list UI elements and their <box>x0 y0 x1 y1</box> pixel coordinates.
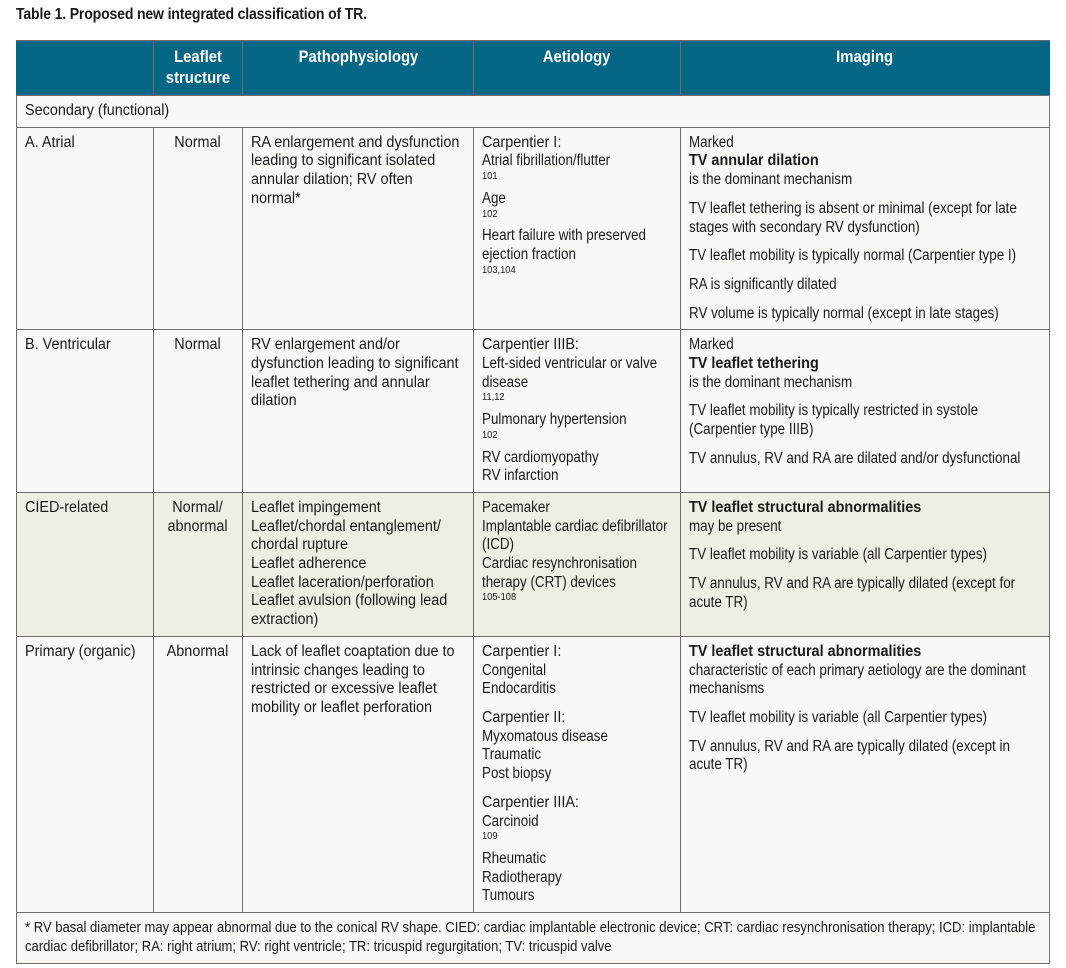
pathophysiology-text: RA enlargement and dysfunction leading to significant isolated annular dilation; RV often normal* <box>251 133 460 207</box>
imaging-finding: TV leaflet mobility is variable (all Carpentier types) <box>689 708 988 726</box>
cell-type: CIED-related <box>17 492 154 636</box>
header-aetiology: Aetiology <box>474 41 681 96</box>
aetiology-item: Radiotherapy <box>482 868 562 886</box>
cell-imaging <box>681 636 1050 912</box>
pathophysiology-text: Lack of leaflet coaptation due to intrinsic changes leading to restricted or excessive leaflet mobility or leaflet perforation <box>251 642 455 716</box>
aetiology-item: Implantable cardiac defibrillator (ICD) <box>482 517 668 554</box>
cell-type: Primary (organic) <box>17 636 154 912</box>
aetiology-item: Myxomatous disease <box>482 727 608 745</box>
header-type <box>17 41 154 96</box>
cell-aetiology <box>474 636 681 912</box>
aetiology-item: Post biopsy <box>482 765 552 783</box>
aetiology-item: Endocarditis <box>482 680 556 698</box>
aetiology-item: Pulmonary hypertension $^{102}$ <box>482 411 627 441</box>
reference-superscript: 101 <box>482 171 498 183</box>
aetiology-item: Age $^{102}$ <box>482 189 506 220</box>
table-title: Table 1. Proposed new integrated classification of TR. <box>16 6 367 23</box>
imaging-key-finding: TV annular dilation <box>689 152 819 170</box>
section-row-secondary <box>17 96 1050 128</box>
cell-imaging <box>681 492 1050 636</box>
reference-superscript: 105-108 <box>482 592 517 604</box>
reference-superscript: 102 <box>482 208 498 220</box>
imaging-finding: RV volume is typically normal (except in late stages) <box>689 304 999 322</box>
imaging-finding: TV annulus, RV and RA are dilated and/or dysfunctional <box>689 449 1021 467</box>
imaging-finding: TV leaflet structural abnormalities characteristic of each primary aetiology are the dominant mechanisms <box>689 642 1026 698</box>
aetiology-heading: Carpentier IIIB: <box>482 336 579 354</box>
cell-leaflet-structure: Abnormal <box>154 636 243 912</box>
pathophysiology-line: Leaflet avulsion (following lead extraction) <box>251 592 448 629</box>
header-row <box>17 41 1050 96</box>
header-imaging: Imaging <box>681 41 1050 96</box>
aetiology-item: Rheumatic <box>482 849 547 867</box>
footnote-row <box>17 913 1050 964</box>
imaging-finding: TV leaflet tethering is absent or minimal (except for late stages with secondary RV dysfunction) <box>689 199 1017 236</box>
cell-aetiology <box>474 127 681 330</box>
imaging-finding: Marked TV leaflet tethering is the dominant mechanism <box>689 336 853 391</box>
reference-superscript: 102 <box>482 429 498 441</box>
table-row <box>17 492 1050 636</box>
aetiology-item: Cardiac resynchronisation therapy (CRT) devices $^{105-108}$ <box>482 555 637 604</box>
footnote: * RV basal diameter may appear abnormal due to the conical RV shape. CIED: cardiac implantable electronic device; CRT: cardiac resynchronisation therapy; ICD: implantable cardiac defibrillator; RA: right atrium; RV: right ventricle; TR: tricuspid regurgitation; TV: tricuspid valve <box>17 913 1050 964</box>
imaging-finding: TV leaflet mobility is typically restricted in systole (Carpentier type IIIB) <box>689 402 979 439</box>
cell-type: A. Atrial <box>17 127 154 330</box>
aetiology-group <box>482 709 671 784</box>
imaging-finding: TV leaflet structural abnormalities may be present <box>689 498 922 535</box>
cell-imaging <box>681 127 1050 330</box>
cell-pathophysiology <box>243 492 474 636</box>
table-header <box>17 41 1050 96</box>
pathophysiology-line: Leaflet impingement <box>251 498 381 516</box>
cell-pathophysiology <box>243 330 474 493</box>
classification-table <box>16 40 1050 964</box>
aetiology-heading: Carpentier I: <box>482 642 562 660</box>
imaging-key-finding: TV leaflet tethering <box>689 355 819 373</box>
reference-superscript: 11,12 <box>482 392 505 404</box>
pathophysiology-line: Leaflet/chordal entanglement/ chordal rupture <box>251 517 441 554</box>
aetiology-item: Tumours <box>482 887 535 905</box>
imaging-key-finding: TV leaflet structural abnormalities <box>689 498 922 516</box>
aetiology-item: Carcinoid $^{109}$ <box>482 812 539 843</box>
aetiology-item: Atrial fibrillation/flutter $^{101}$ <box>482 152 611 183</box>
cell-leaflet-structure: Normal <box>154 330 243 493</box>
aetiology-item: RV infarction <box>482 467 559 485</box>
aetiology-heading: Carpentier I: <box>482 133 562 151</box>
aetiology-item: Left-sided ventricular or valve disease $^{11,12}$ <box>482 355 658 404</box>
section-label: Secondary (functional) <box>17 96 1050 128</box>
imaging-finding: TV annulus, RV and RA are typically dilated (except in acute TR) <box>689 737 1010 774</box>
imaging-finding: TV annulus, RV and RA are typically dilated (except for acute TR) <box>689 575 1016 611</box>
imaging-finding: Marked TV annular dilation is the dominant mechanism <box>689 133 853 189</box>
aetiology-item: Heart failure with preserved ejection fraction $^{103,104}$ <box>482 227 646 276</box>
reference-superscript: 109 <box>482 831 498 843</box>
cell-pathophysiology <box>243 127 474 330</box>
cell-leaflet-structure: Normal/ abnormal <box>154 492 243 636</box>
header-pathophysiology: Pathophysiology <box>243 41 474 96</box>
table-body <box>17 96 1050 913</box>
pathophysiology-line: Leaflet adherence <box>251 555 367 573</box>
aetiology-group <box>482 643 671 699</box>
aetiology-item: Congenital <box>482 661 547 679</box>
cell-aetiology <box>474 492 681 636</box>
aetiology-heading: Carpentier IIIA: <box>482 793 579 811</box>
aetiology-item: Traumatic <box>482 746 542 764</box>
cell-pathophysiology <box>243 636 474 912</box>
aetiology-group <box>482 134 671 284</box>
aetiology-group <box>482 336 671 486</box>
aetiology-item: RV cardiomyopathy <box>482 448 599 466</box>
cell-leaflet-structure: Normal <box>154 127 243 330</box>
aetiology-item: Pacemaker <box>482 498 550 516</box>
aetiology-group <box>482 499 671 611</box>
imaging-finding: TV leaflet mobility is variable (all Carpentier types) <box>689 546 988 564</box>
reference-superscript: 103,104 <box>482 264 516 276</box>
imaging-finding: RA is significantly dilated <box>689 275 837 293</box>
cell-imaging <box>681 330 1050 493</box>
pathophysiology-line: Leaflet laceration/perforation <box>251 573 434 591</box>
imaging-finding: TV leaflet mobility is typically normal (Carpentier type I) <box>689 247 1017 265</box>
aetiology-group <box>482 794 671 906</box>
table-row <box>17 330 1050 493</box>
table-row <box>17 127 1050 330</box>
header-leaflet-structure: Leaflet structure <box>154 41 243 96</box>
cell-type: B. Ventricular <box>17 330 154 493</box>
pathophysiology-text: RV enlargement and/or dysfunction leading to significant leaflet tethering and annular dilation <box>251 336 459 410</box>
cell-aetiology <box>474 330 681 493</box>
table-row <box>17 636 1050 912</box>
aetiology-heading: Carpentier II: <box>482 708 566 726</box>
imaging-key-finding: TV leaflet structural abnormalities <box>689 642 922 660</box>
